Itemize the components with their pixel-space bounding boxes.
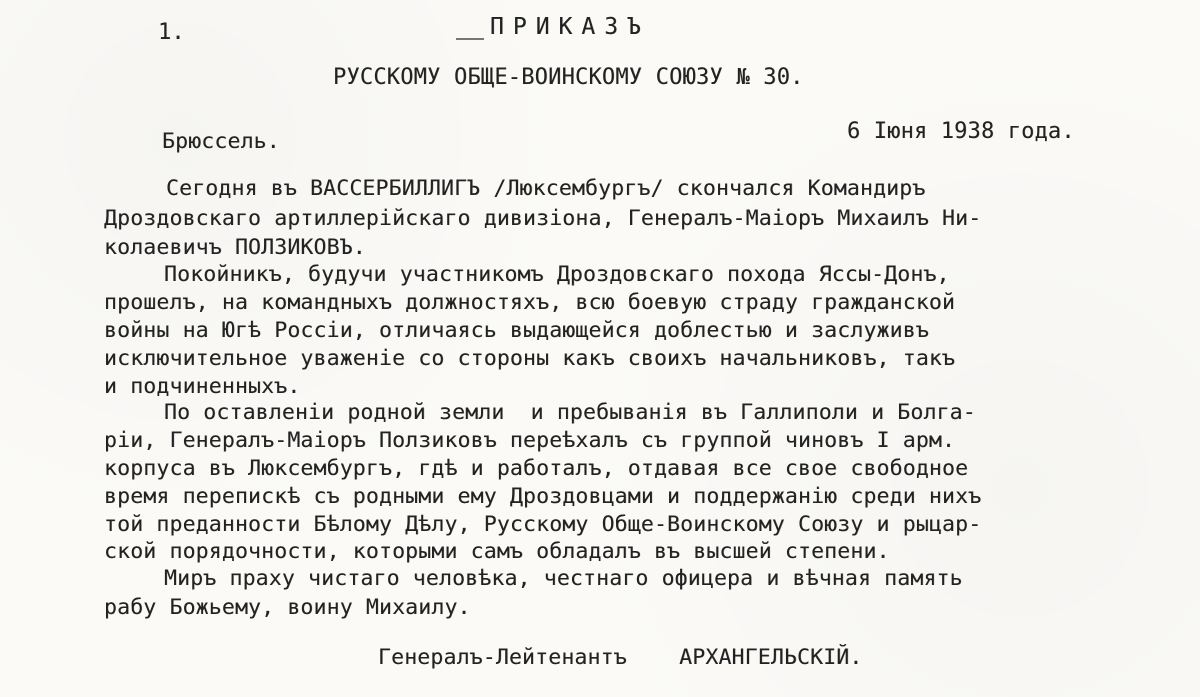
document-date: 6 Іюня 1938 года. [847,119,1075,144]
body-line: Миръ праху чистаго человѣка, честнаго офицера и вѣчная память [164,566,963,591]
body-line: По оставленіи родной земли и пребыванія въ Галлиполи и Болга- [164,400,976,425]
title-underline [456,38,484,40]
document-subtitle: РУССКОМУ ОБЩЕ-ВОИНСКОМУ СОЮЗУ № 30. [333,65,804,90]
body-line: той преданности Бѣлому Дѣлу, Русскому Обще-Воинскому Союзу и рыцар- [104,512,982,537]
body-line: рабу Божьему, воину Михаилу. [104,595,471,620]
body-line: Дроздовскаго артиллерійскаго дивизіона, Генералъ-Маіоръ Михаилъ Ни- [104,206,982,231]
body-line: исключительное уваженіе со стороны какъ своихъ начальниковъ, такъ [104,346,956,371]
signature-line: Генералъ-Лейтенантъ АРХАНГЕЛЬСКІЙ. [378,645,863,670]
body-line: войны на Югѣ Россіи, отличаясь выдающейся доблестью и заслуживъ [104,318,929,343]
body-line: колаевичъ ПОЛЗИКОВЪ. [104,235,366,260]
place-name: Брюссель. [162,129,280,154]
document-title: ПРИКАЗЪ [490,14,650,40]
document-number: 1. [158,20,185,45]
body-line: ской порядочности, которыми самъ обладалъ въ высшей степени. [104,539,890,564]
body-line: и подчиненныхъ. [104,374,301,399]
body-line: ріи, Генералъ-Маіоръ Ползиковъ переѣхалъ съ группой чиновъ I арм. [104,428,956,453]
body-line: прошелъ, на командныхъ должностяхъ, всю боевую страду гражданской [104,290,956,315]
body-line: корпуса въ Люксембургъ, гдѣ и работалъ, отдавая все свое свободное [104,456,969,481]
body-line: Покойникъ, будучи участникомъ Дроздовскаго похода Яссы-Донъ, [164,262,950,287]
body-line: время перепискѣ съ родными ему Дроздовцами и поддержанію среди нихъ [104,484,982,509]
body-line: Сегодня въ ВАССЕРБИЛЛИГЪ /Люксембургъ/ скончался Командиръ [166,176,926,201]
